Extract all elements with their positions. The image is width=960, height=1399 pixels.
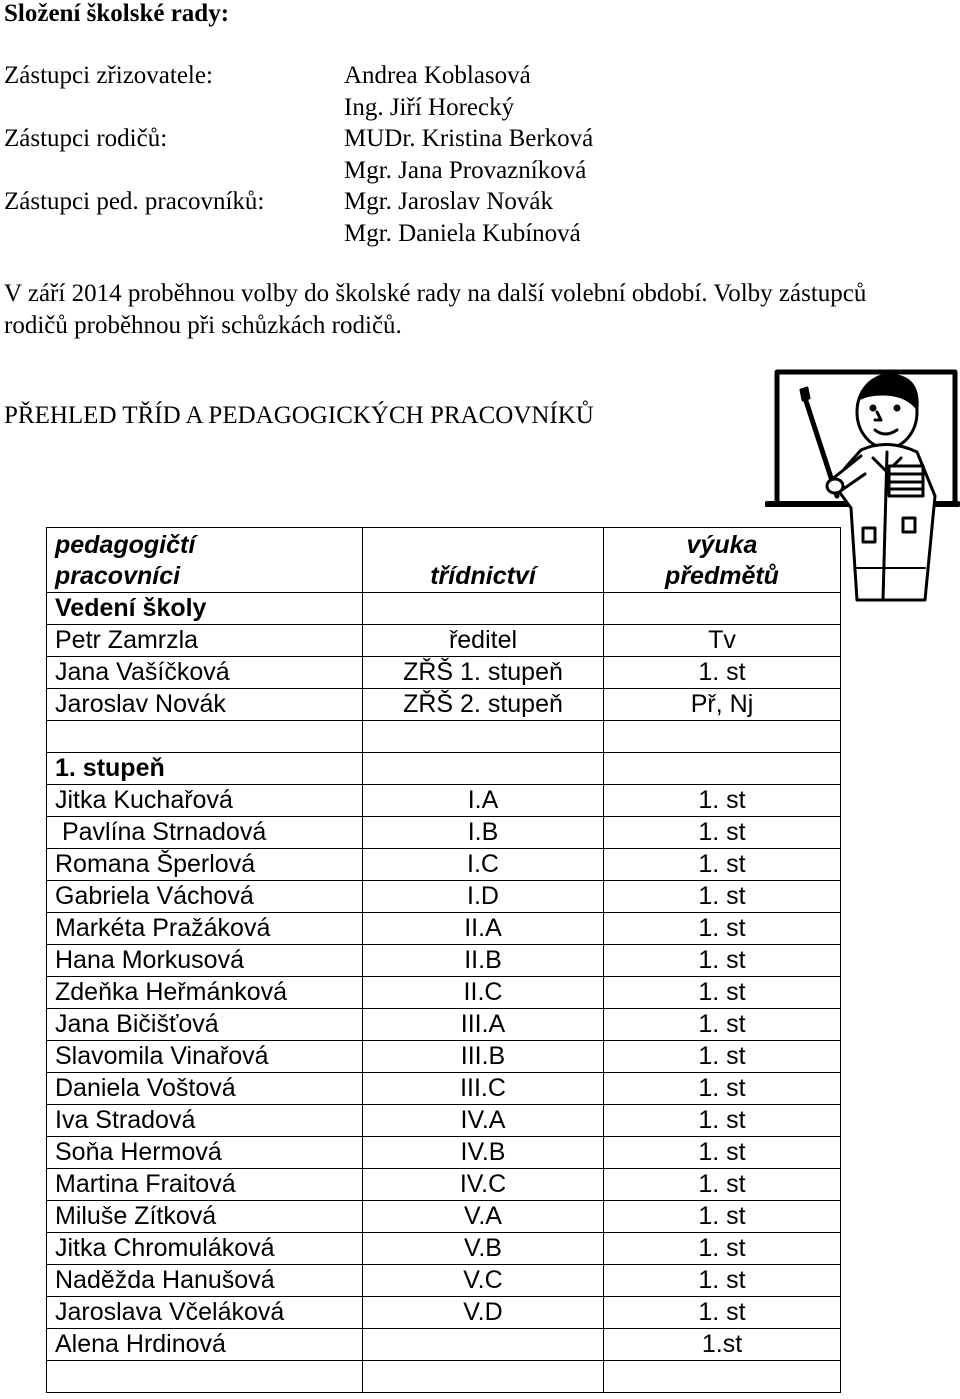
council-label: Zástupci zřizovatele: — [4, 62, 213, 89]
council-label: Zástupci ped. pracovníků: — [4, 188, 265, 215]
table-row: Slavomila Vinařová III.B 1. st — [47, 1041, 841, 1073]
section-title: 1. stupeň — [47, 753, 363, 785]
page-heading: Složení školské rady: — [4, 0, 230, 27]
table-row: Soňa Hermová IV.B 1. st — [47, 1137, 841, 1169]
school-council-list — [4, 60, 744, 249]
staff-table — [46, 527, 841, 1393]
council-label-empty — [4, 92, 344, 124]
council-row — [4, 92, 744, 124]
table-row: Markéta Pražáková II.A 1. st — [47, 913, 841, 945]
section-row-primary — [47, 753, 841, 785]
table-row: Petr Zamrzla ředitel Tv — [47, 625, 841, 657]
table-row: Jaroslav Novák ZŘŠ 2. stupeň Př, Nj — [47, 689, 841, 721]
council-member: MUDr. Kristina Berková — [344, 125, 594, 152]
table-header-row — [47, 528, 841, 593]
council-member: Mgr. Jana Provazníková — [344, 156, 587, 184]
council-member: Mgr. Jaroslav Novák — [344, 188, 553, 215]
table-row: Jitka Kuchařová I.A 1. st — [47, 785, 841, 817]
council-row — [4, 155, 744, 187]
table-row: Jana Bičišťová III.A 1. st — [47, 1009, 841, 1041]
blank-row — [47, 721, 841, 753]
table-row: Naděžda Hanušová V.C 1. st — [47, 1265, 841, 1297]
section-title: Vedení školy — [47, 593, 363, 625]
council-label-empty — [4, 218, 344, 250]
header-class-teacher: třídnictví — [363, 528, 604, 593]
council-label-empty — [4, 155, 344, 187]
section-row-management — [47, 593, 841, 625]
table-row: Miluše Zítková V.A 1. st — [47, 1201, 841, 1233]
council-row — [4, 186, 744, 218]
council-member: Andrea Koblasová — [344, 62, 531, 89]
council-label: Zástupci rodičů: — [4, 125, 168, 152]
table-row: Alena Hrdinová 1.st — [47, 1329, 841, 1361]
council-member: Mgr. Daniela Kubínová — [344, 219, 581, 247]
table-row: Romana Šperlová I.C 1. st — [47, 849, 841, 881]
election-notice: V září 2014 proběhnou volby do školské rady na další volební období. Volby zástupců rodičů proběhnou při schůzkách rodičů. — [4, 280, 867, 339]
council-row — [4, 123, 744, 155]
table-row: Martina Fraitová IV.C 1. st — [47, 1169, 841, 1201]
table-row: Zdeňka Heřmánková II.C 1. st — [47, 977, 841, 1009]
council-member: Ing. Jiří Horecký — [344, 93, 515, 121]
overview-title: PŘEHLED TŘÍD A PEDAGOGICKÝCH PRACOVNÍKŮ — [4, 402, 594, 429]
council-row — [4, 60, 744, 92]
table-row: Pavlína Strnadová I.B 1. st — [47, 817, 841, 849]
table-row: Hana Morkusová II.B 1. st — [47, 945, 841, 977]
council-row — [4, 218, 744, 250]
header-subjects: výuka předmětů — [604, 528, 841, 593]
table-row: Jana Vašíčková ZŘŠ 1. stupeň 1. st — [47, 657, 841, 689]
table-row: Iva Stradová IV.A 1. st — [47, 1105, 841, 1137]
table-row: Gabriela Váchová I.D 1. st — [47, 881, 841, 913]
table-row: Jaroslava Včeláková V.D 1. st — [47, 1297, 841, 1329]
table-row: Jitka Chromuláková V.B 1. st — [47, 1233, 841, 1265]
table-row: Daniela Voštová III.C 1. st — [47, 1073, 841, 1105]
header-staff: pedagogičtí pracovníci — [47, 528, 363, 593]
blank-row — [47, 1361, 841, 1393]
